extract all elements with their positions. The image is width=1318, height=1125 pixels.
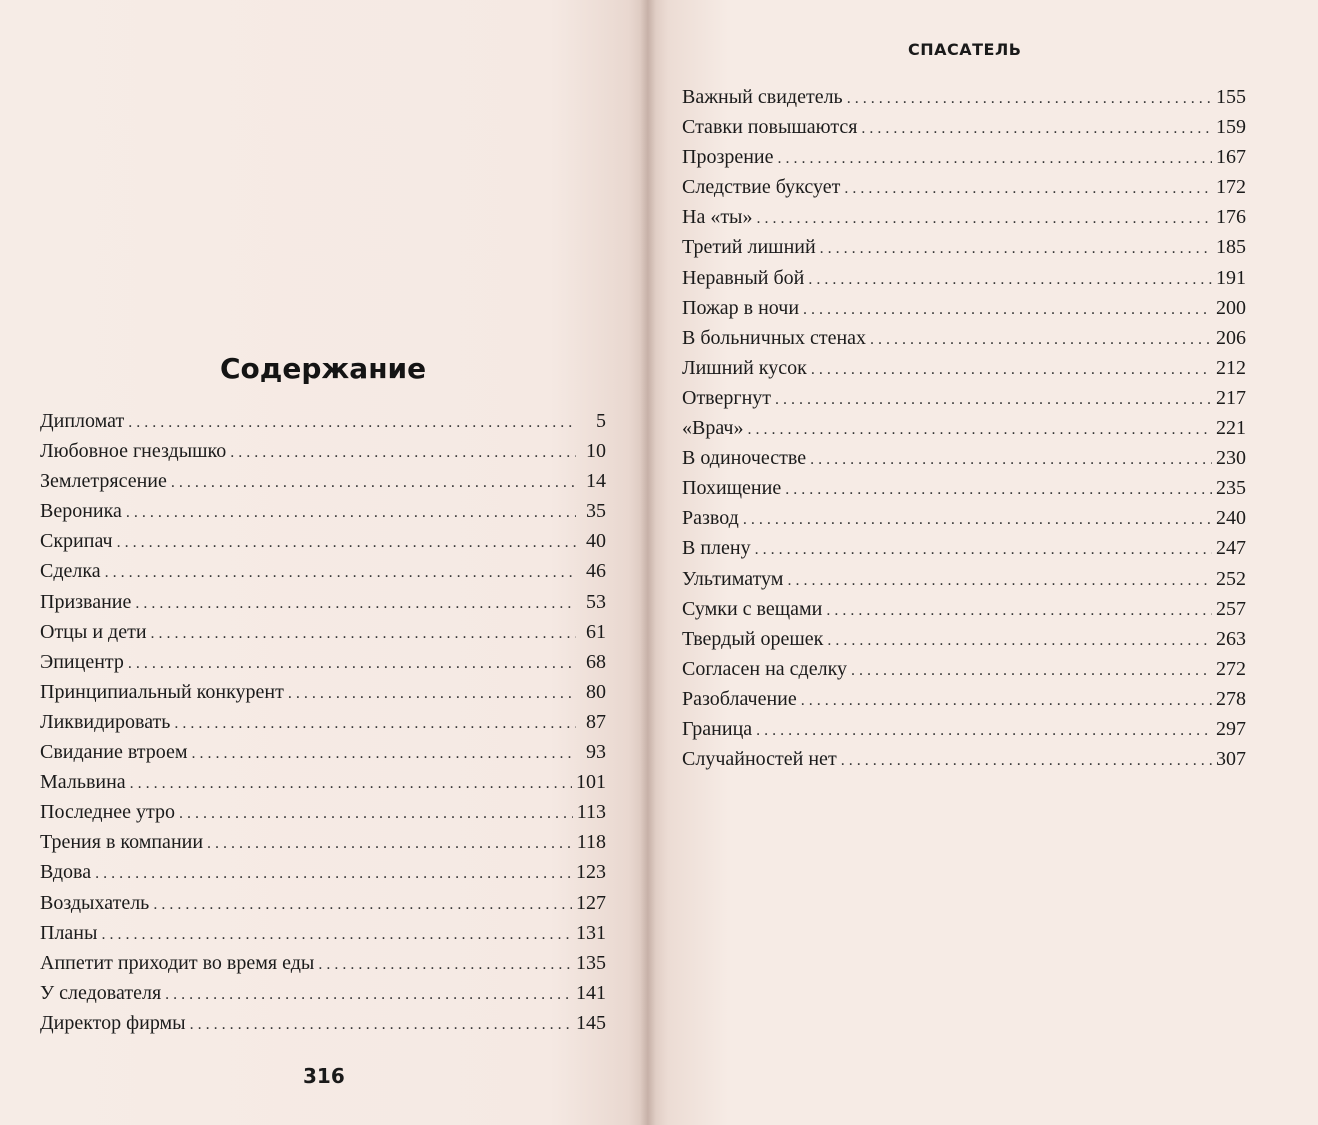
toc-entry-page: 53 <box>586 590 606 613</box>
toc-entry-page: 235 <box>1216 477 1246 500</box>
toc-entry-title: Землетрясение <box>40 470 167 493</box>
dot-leader <box>841 752 1212 770</box>
toc-entry <box>40 892 606 922</box>
toc-entry-title: Граница <box>682 717 753 740</box>
toc-entry-title: Планы <box>40 921 98 944</box>
toc-entry <box>40 530 606 560</box>
toc-entry-title: Неравный бой <box>682 266 805 289</box>
running-head: СПАСАТЕЛЬ <box>908 40 1022 59</box>
toc-entry-page: 200 <box>1216 296 1246 319</box>
dot-leader <box>844 180 1212 198</box>
toc-entry <box>40 560 606 590</box>
toc-entry-page: 159 <box>1216 116 1246 139</box>
toc-entry-page: 118 <box>576 831 606 854</box>
toc-entry <box>40 651 606 681</box>
dot-leader <box>174 715 576 733</box>
toc-entry-page: 252 <box>1216 567 1246 590</box>
toc-entry-page: 141 <box>576 981 606 1004</box>
toc-entry-title: Пожар в ночи <box>682 296 800 319</box>
toc-entry-title: Вдова <box>40 861 92 884</box>
toc-entry-page: 135 <box>576 951 606 974</box>
toc-entry-title: Третий лишний <box>682 236 816 259</box>
dot-leader <box>811 361 1212 379</box>
toc-entry-title: В плену <box>682 537 751 560</box>
dot-leader <box>808 271 1212 289</box>
toc-entry <box>682 598 1246 628</box>
dot-leader <box>130 775 572 793</box>
toc-entry-page: 172 <box>1216 176 1246 199</box>
toc-entry-title: Сумки с вещами <box>682 597 823 620</box>
toc-entry-title: Скрипач <box>40 530 113 553</box>
toc-entry <box>682 146 1246 176</box>
toc-entry <box>40 952 606 982</box>
toc-entry <box>682 327 1246 357</box>
toc-entry <box>40 711 606 741</box>
toc-entry-title: Мальвина <box>40 771 126 794</box>
toc-entry-page: 10 <box>586 440 606 463</box>
toc-entry-page: 123 <box>576 861 606 884</box>
toc-entry-page: 278 <box>1216 687 1246 710</box>
dot-leader <box>126 504 576 522</box>
dot-leader <box>757 210 1213 228</box>
toc-entry <box>40 741 606 771</box>
dot-leader <box>803 301 1212 319</box>
page-number: 316 <box>303 1064 345 1088</box>
toc-entry-title: Вероника <box>40 500 122 523</box>
toc-entry-page: 221 <box>1216 417 1246 440</box>
toc-entry <box>682 297 1246 327</box>
dot-leader <box>810 451 1212 469</box>
toc-entry-page: 167 <box>1216 146 1246 169</box>
toc-entry-title: Любовное гнездышко <box>40 440 227 463</box>
toc-entry-page: 185 <box>1216 236 1246 259</box>
toc-entry-page: 297 <box>1216 717 1246 740</box>
toc-entry-title: Дипломат <box>40 410 125 432</box>
toc-entry <box>682 176 1246 206</box>
toc-entry-title: На «ты» <box>682 206 753 229</box>
toc-entry <box>40 440 606 470</box>
toc-entry-page: 5 <box>596 410 606 432</box>
toc-entry-page: 176 <box>1216 206 1246 229</box>
toc-entry-page: 93 <box>586 741 606 764</box>
toc-entry-page: 257 <box>1216 597 1246 620</box>
dot-leader <box>151 625 576 643</box>
toc-entry-title: Призвание <box>40 590 132 613</box>
toc-entry-page: 68 <box>586 650 606 673</box>
toc-entry-page: 61 <box>586 620 606 643</box>
toc-entry-page: 217 <box>1216 386 1246 409</box>
dot-leader <box>95 865 572 883</box>
toc-entry-title: Ставки повышаются <box>682 116 858 139</box>
toc-entry-page: 14 <box>586 470 606 493</box>
toc-entry <box>682 387 1246 417</box>
dot-leader <box>785 481 1212 499</box>
toc-entry-title: Лишний кусок <box>682 356 807 379</box>
toc-entry-title: Эпицентр <box>40 650 124 673</box>
toc-entry <box>40 831 606 861</box>
toc-entry-title: Развод <box>682 507 739 530</box>
toc-entry-page: 212 <box>1216 356 1246 379</box>
dot-leader <box>171 474 576 492</box>
toc-entry-page: 113 <box>576 801 606 824</box>
toc-entry <box>682 748 1246 778</box>
toc-entry-page: 40 <box>586 530 606 553</box>
toc-entry-title: Трения в компании <box>40 831 204 854</box>
toc-entry-title: Отцы и дети <box>40 620 147 643</box>
toc-entry <box>40 470 606 500</box>
toc-entry <box>682 537 1246 567</box>
toc-entry-page: 191 <box>1216 266 1246 289</box>
toc-entry-page: 35 <box>586 500 606 523</box>
dot-leader <box>135 595 576 613</box>
dot-leader <box>117 534 576 552</box>
dot-leader <box>826 602 1212 620</box>
toc-entry-title: «Врач» <box>682 417 744 440</box>
toc-entry-title: Отвергнут <box>682 386 772 409</box>
toc-entry-title: Сделка <box>40 560 101 583</box>
toc-entry <box>682 86 1246 116</box>
toc-entry <box>682 507 1246 537</box>
toc-entry-title: Ультиматум <box>682 567 784 590</box>
dot-leader <box>861 120 1212 138</box>
toc-entry <box>40 801 606 831</box>
toc-entry-page: 307 <box>1216 748 1246 771</box>
toc-entry-page: 247 <box>1216 537 1246 560</box>
dot-leader <box>179 805 573 823</box>
dot-leader <box>192 745 576 763</box>
toc-entry <box>40 922 606 952</box>
toc-entry <box>682 116 1246 146</box>
dot-leader <box>870 331 1212 349</box>
dot-leader <box>105 564 576 582</box>
toc-entry <box>682 568 1246 598</box>
toc-entry <box>682 628 1246 658</box>
toc-entry-title: Важный свидетель <box>682 86 843 108</box>
dot-leader <box>775 391 1212 409</box>
toc-entry <box>40 771 606 801</box>
toc-entry-page: 127 <box>576 891 606 914</box>
toc-entry <box>40 410 606 440</box>
toc-entry-title: Следствие буксует <box>682 176 841 199</box>
toc-entry <box>682 447 1246 477</box>
toc-entry <box>40 861 606 891</box>
toc-entry-page: 131 <box>576 921 606 944</box>
dot-leader <box>318 956 572 974</box>
toc-entry-page: 155 <box>1216 86 1246 108</box>
toc-entry-title: Похищение <box>682 477 782 500</box>
toc-entry-title: Прозрение <box>682 146 774 169</box>
toc-entry <box>682 417 1246 447</box>
toc-list-left <box>40 410 606 1042</box>
toc-entry-title: Ликвидировать <box>40 710 171 733</box>
toc-entry-title: У следователя <box>40 981 162 1004</box>
toc-entry-title: Аппетит приходит во время еды <box>40 951 315 974</box>
dot-leader <box>747 421 1212 439</box>
toc-entry-title: Последнее утро <box>40 801 176 824</box>
toc-entry-title: Твердый орешек <box>682 627 824 650</box>
dot-leader <box>101 926 572 944</box>
toc-entry-title: Воздыхатель <box>40 891 150 914</box>
toc-entry-page: 240 <box>1216 507 1246 530</box>
toc-entry-title: В больничных стенах <box>682 326 867 349</box>
bleed-through-text <box>250 38 256 57</box>
dot-leader <box>153 896 572 914</box>
dot-leader <box>820 240 1212 258</box>
toc-entry-title: В одиночестве <box>682 447 807 470</box>
toc-entry <box>40 621 606 651</box>
toc-entry <box>40 982 606 1012</box>
toc-entry <box>682 688 1246 718</box>
toc-entry-page: 87 <box>586 710 606 733</box>
book-gutter <box>640 0 656 1125</box>
dot-leader <box>778 150 1212 168</box>
dot-leader <box>165 986 572 1004</box>
dot-leader <box>755 541 1212 559</box>
dot-leader <box>851 662 1212 680</box>
toc-entry <box>40 681 606 711</box>
toc-entry-page: 263 <box>1216 627 1246 650</box>
dot-leader <box>756 722 1212 740</box>
toc-entry-page: 80 <box>586 680 606 703</box>
toc-entry-title: Случайностей нет <box>682 748 837 771</box>
dot-leader <box>230 444 576 462</box>
dot-leader <box>128 414 576 432</box>
dot-leader <box>288 685 576 703</box>
toc-entry-page: 46 <box>586 560 606 583</box>
dot-leader <box>787 572 1212 590</box>
toc-entry <box>682 357 1246 387</box>
toc-title: Содержание <box>220 352 427 385</box>
toc-entry <box>682 477 1246 507</box>
dot-leader <box>827 632 1212 650</box>
toc-list-right <box>682 86 1246 778</box>
toc-entry-page: 101 <box>576 771 606 794</box>
toc-entry-page: 206 <box>1216 326 1246 349</box>
dot-leader <box>743 511 1212 529</box>
toc-entry-title: Согласен на сделку <box>682 657 848 680</box>
toc-entry <box>682 718 1246 748</box>
toc-entry <box>682 206 1246 236</box>
toc-entry <box>682 267 1246 297</box>
dot-leader <box>128 655 576 673</box>
toc-entry <box>682 236 1246 266</box>
toc-entry-page: 145 <box>576 1011 606 1034</box>
toc-entry-title: Разоблачение <box>682 687 797 710</box>
toc-entry-title: Свидание втроем <box>40 741 188 764</box>
dot-leader <box>801 692 1212 710</box>
toc-entry <box>682 658 1246 688</box>
toc-entry <box>40 500 606 530</box>
toc-entry-title: Директор фирмы <box>40 1011 186 1034</box>
toc-entry-page: 272 <box>1216 657 1246 680</box>
toc-entry-title: Принципиальный конкурент <box>40 680 284 703</box>
toc-entry-page: 230 <box>1216 447 1246 470</box>
dot-leader <box>847 90 1212 108</box>
toc-entry <box>40 591 606 621</box>
dot-leader <box>207 835 573 853</box>
toc-entry <box>40 1012 606 1042</box>
dot-leader <box>190 1016 572 1034</box>
